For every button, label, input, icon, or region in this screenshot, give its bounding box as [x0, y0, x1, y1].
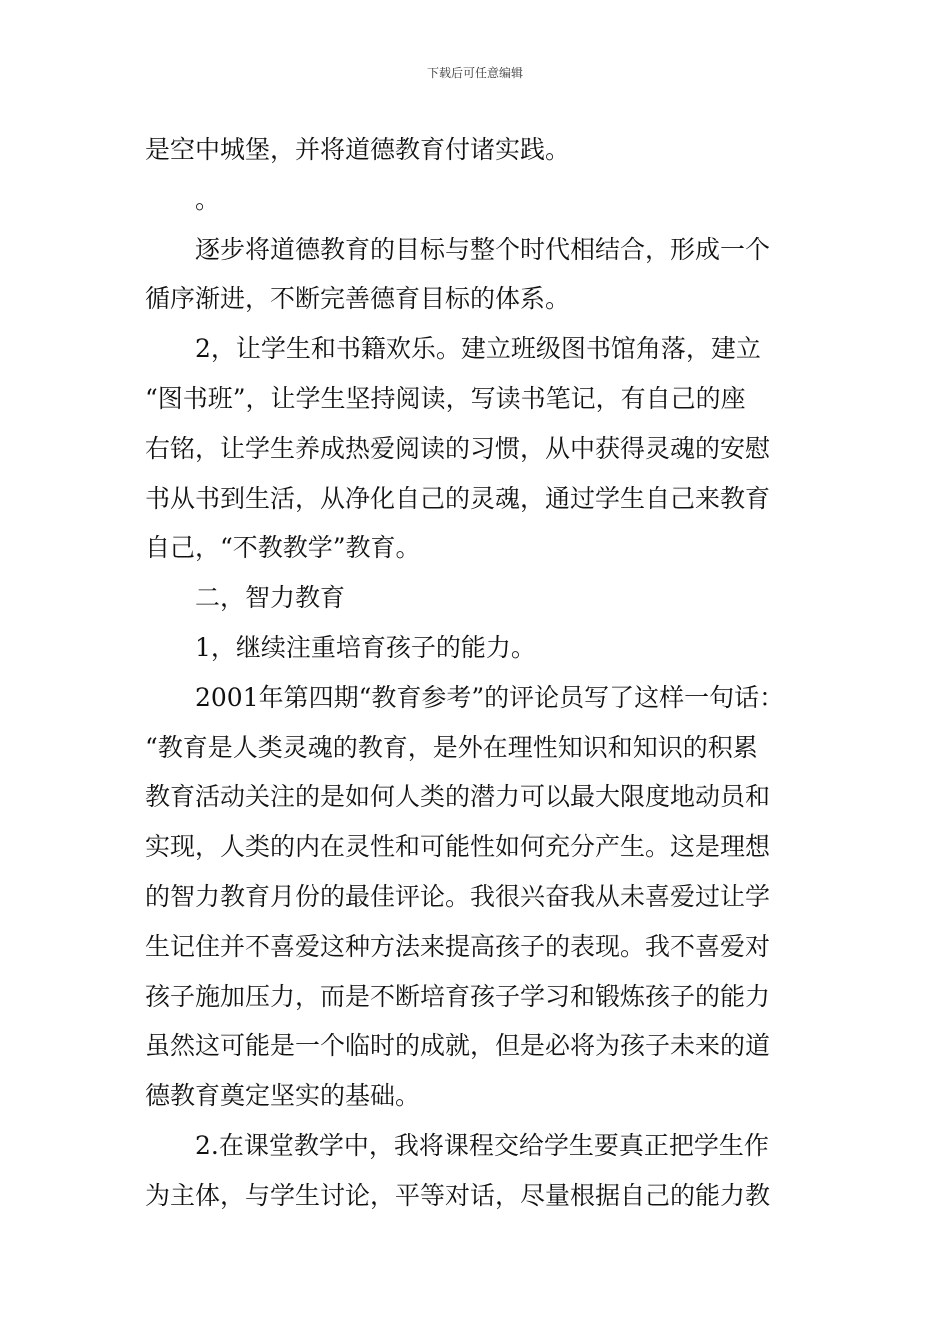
- text-line: 2，让学生和书籍欢乐。建立班级图书馆角落，建立: [195, 334, 761, 364]
- text-line: 逐步将道德教育的目标与整个时代相结合，形成一个: [195, 234, 771, 264]
- text-line: 德教育奠定坚实的基础。: [145, 1081, 421, 1111]
- text-line: 2.在课堂教学中，我将课程交给学生要真正把学生作: [195, 1130, 769, 1160]
- text-line: “图书班”，让学生坚持阅读，写读书笔记，有自己的座: [145, 383, 746, 413]
- text-line: 1，继续注重培育孩子的能力。: [195, 632, 536, 662]
- text-line: 孩子施加压力，而是不断培育孩子学习和锻炼孩子的能力: [145, 981, 771, 1011]
- text-line: 2001年第四期“教育参考”的评论员写了这样一句话：: [195, 682, 785, 712]
- text-line: “教育是人类灵魂的教育，是外在理性知识和知识的积累: [145, 732, 758, 762]
- text-line: 生记住并不喜爱这种方法来提高孩子的表现。我不喜爱对: [145, 931, 771, 961]
- text-line: 教育活动关注的是如何人类的潜力可以最大限度地动员和: [145, 782, 771, 812]
- page-header: 下载后可任意编辑: [426, 66, 523, 80]
- text-line: 的智力教育月份的最佳评论。我很兴奋我从未喜爱过让学: [145, 881, 771, 911]
- section-heading: 二，智力教育: [195, 583, 346, 613]
- text-line: 书从书到生活，从净化自己的灵魂，通过学生自己来教育: [145, 483, 771, 513]
- text-line: 循序渐进，不断完善德育目标的体系。: [145, 284, 571, 314]
- text-line: 虽然这可能是一个临时的成就，但是必将为孩子未来的道: [145, 1031, 771, 1061]
- text-line: 自己，“不教教学”教育。: [145, 533, 421, 563]
- document-body: [145, 125, 815, 1221]
- text-line: 为主体，与学生讨论，平等对话，尽量根据自己的能力教: [145, 1180, 771, 1210]
- text-line: 实现，人类的内在灵性和可能性如何充分产生。这是理想: [145, 832, 771, 862]
- text-line: 是空中城堡，并将道德教育付诸实践。: [145, 135, 571, 164]
- text-line: 。: [195, 184, 221, 214]
- text-line: 右铭，让学生养成热爱阅读的习惯，从中获得灵魂的安慰: [145, 433, 771, 463]
